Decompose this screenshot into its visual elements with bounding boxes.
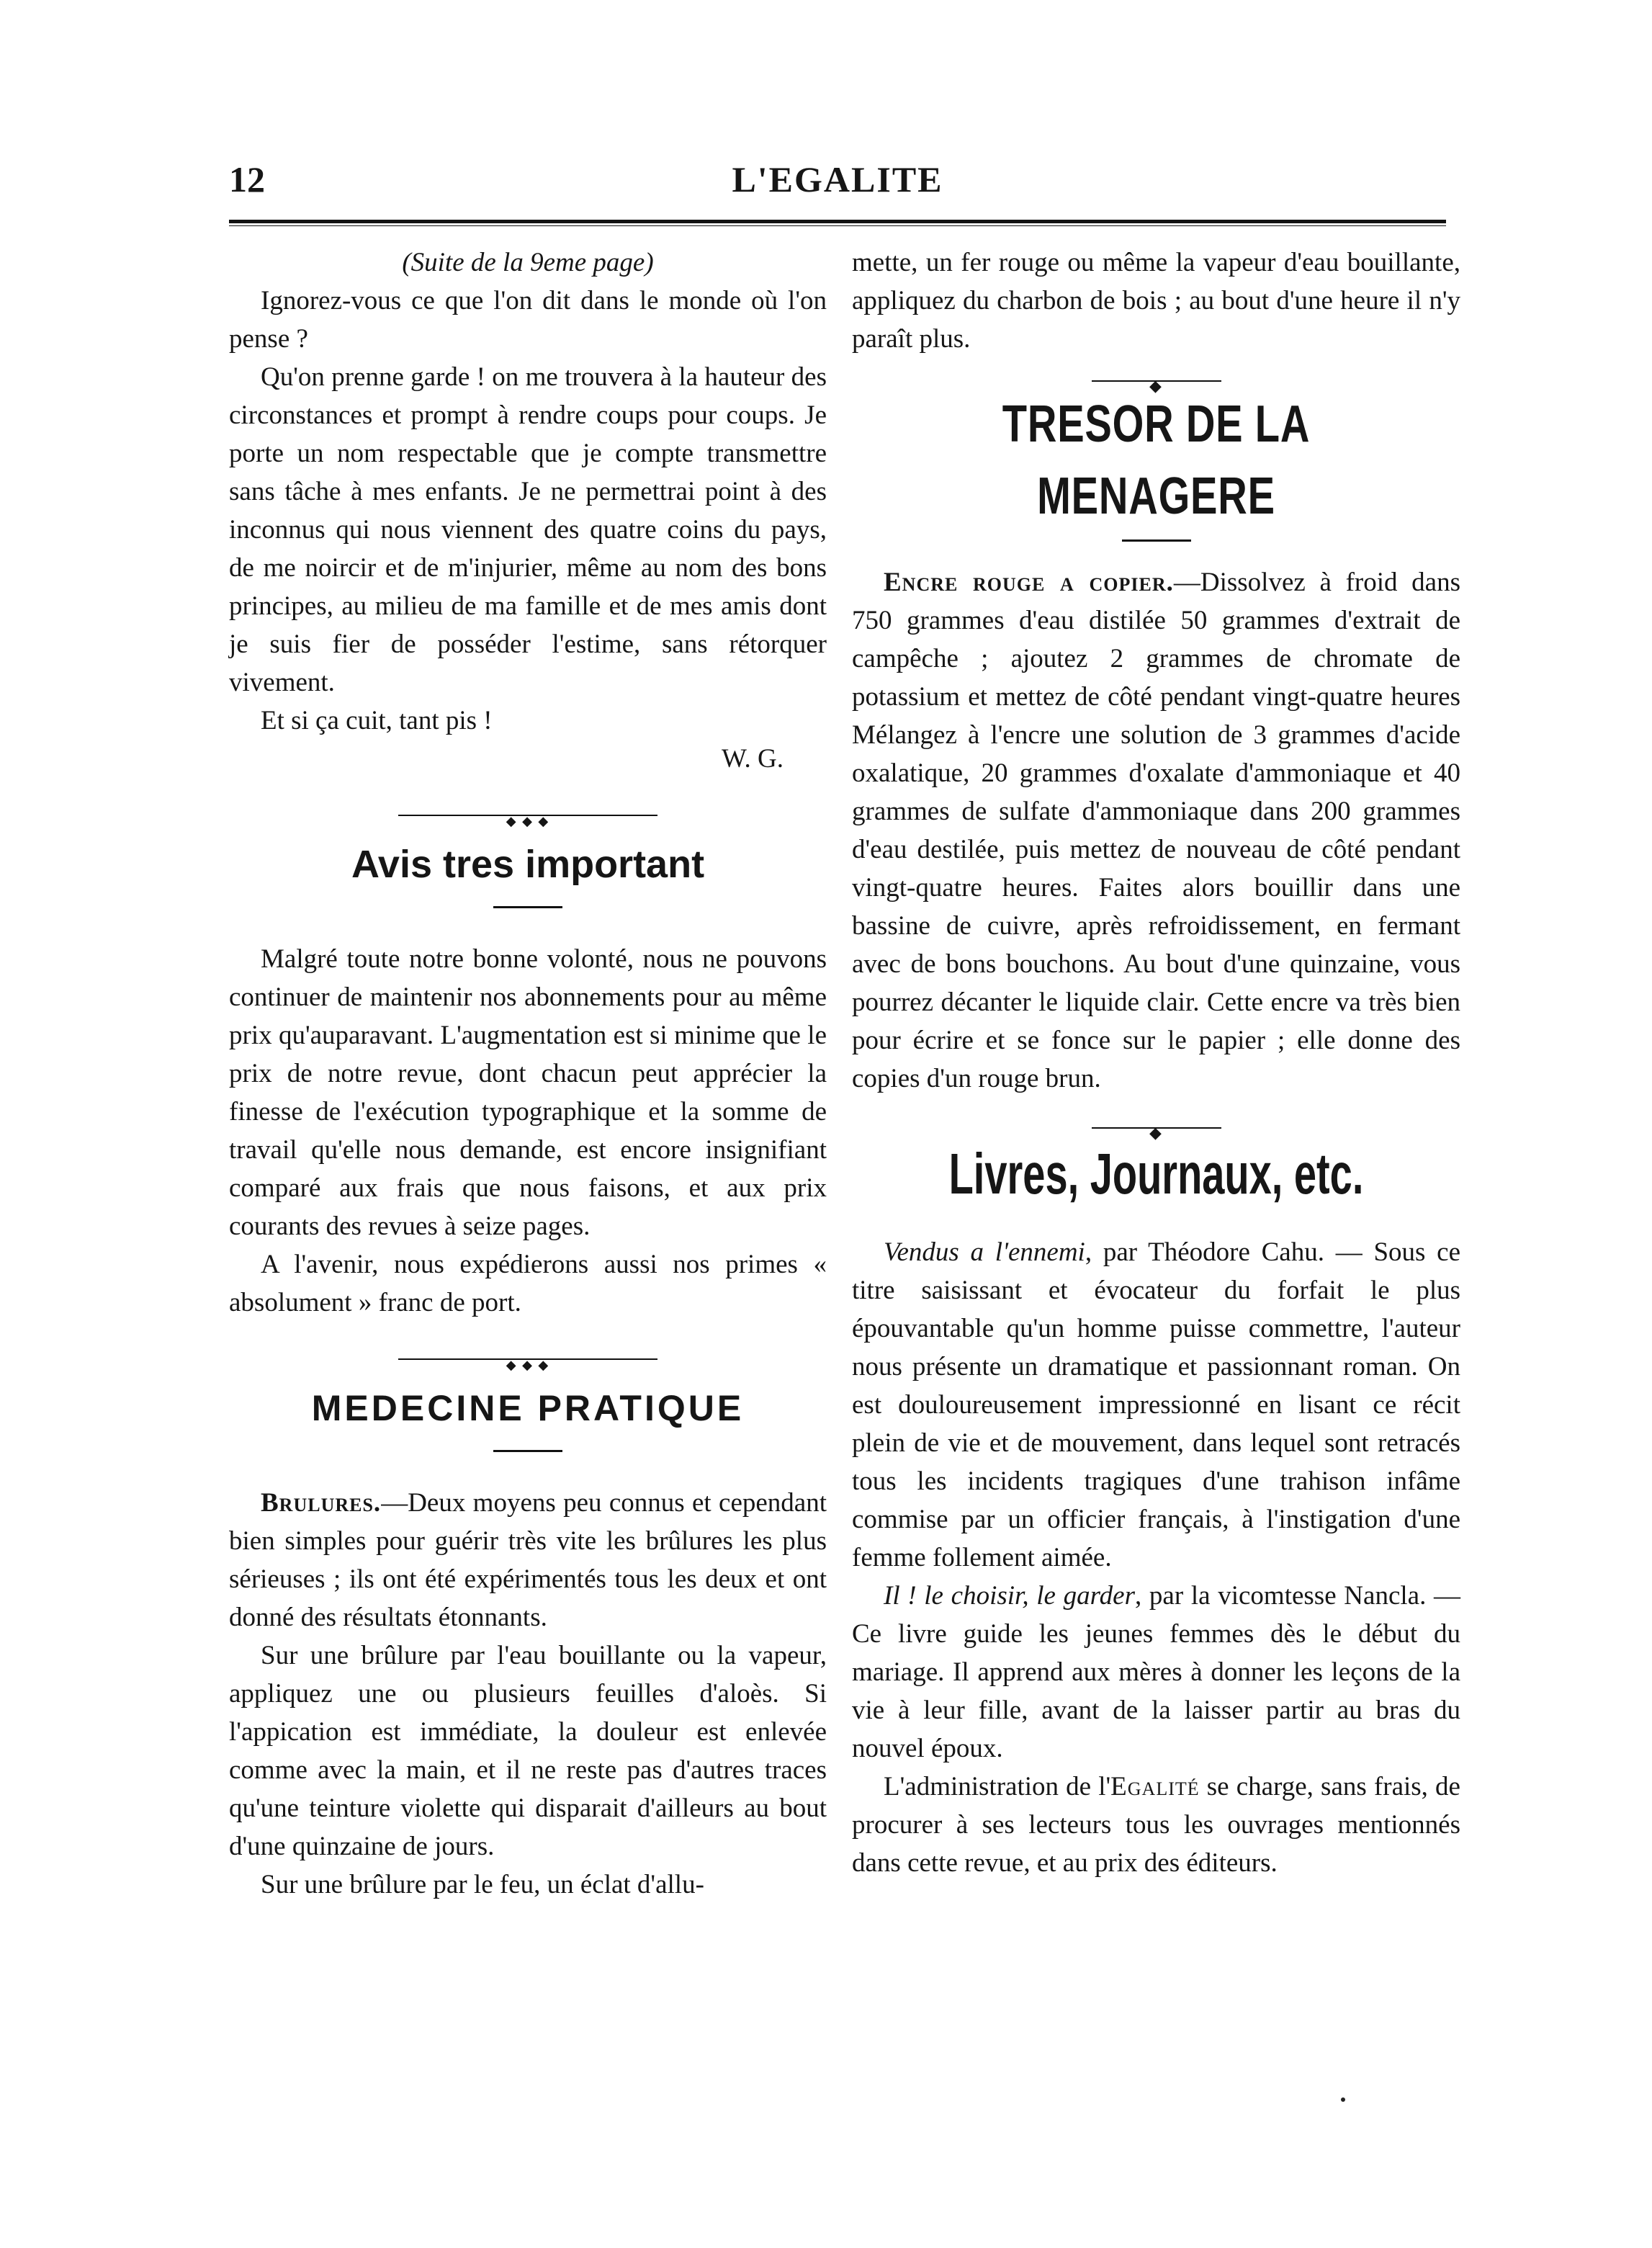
book-title: Il ! le choisir, le garder — [884, 1581, 1135, 1611]
paragraph: mette, un fer rouge ou même la vapeur d'eau bouillante, appliquez du charbon de bois ; au bout d'une heure il n'y paraît plus. — [852, 248, 1460, 354]
section-title-tresor: TRESOR DE LA MENAGERE — [1002, 395, 1311, 525]
signature: W. G. — [722, 744, 784, 774]
paragraph-text: —Deux moyens peu connus et cependant bien simples pour guérir très vite les brûlures les plus sérieuses ; ils ont été expérimentés tous les deux et ont donné des résultats étonnants. — [229, 1488, 827, 1632]
book-title: Vendus a l'ennemi — [884, 1237, 1085, 1267]
paragraph — [852, 563, 1460, 1098]
paragraph: Sur une brûlure par l'eau bouillante ou la vapeur, appliquez une ou plusieurs feuilles d'aloès. Si l'appication est immédiate, la douleur est enlevée comme avec la main, et il ne reste pas d'autres traces qu'une teinture violette qui disparait d'ailleurs au bout d'une quinzaine de jours. — [229, 1641, 827, 1861]
right-column — [852, 243, 1460, 1882]
paragraph-text: se charge, sans frais, de procurer à ses lecteurs tous les ouvrages mentionnés dans cette revue, et au prix des éditeurs. — [852, 1772, 1460, 1878]
paragraph: Ignorez-vous ce que l'on dit dans le monde où l'on pense ? — [229, 286, 827, 354]
title-rule — [493, 1450, 562, 1452]
print-speck — [1341, 2097, 1345, 2102]
lead-term: Encre rouge a copier. — [884, 568, 1174, 597]
journal-name: Egalité — [1110, 1772, 1200, 1801]
paragraph — [852, 1768, 1460, 1882]
section-title-livres: Livres, Journaux, etc. — [948, 1142, 1364, 1206]
section-title-medecine: MEDECINE PRATIQUE — [311, 1388, 745, 1428]
paragraph — [852, 1233, 1460, 1577]
header-rule — [229, 220, 1446, 226]
paragraph-text: L'administration de l' — [884, 1772, 1111, 1801]
paragraph: A l'avenir, nous expédierons aussi nos primes « absolument » franc de port. — [229, 1250, 827, 1317]
paragraph: Malgré toute notre bonne volonté, nous ne pouvons continuer de maintenir nos abonnements pour au même prix qu'auparavant. L'augmentation est si minime que le prix de notre revue, dont chacun peut apprécier la finesse de l'exécution typographique et la somme de travail qu'elle nous demande, est encore insignifiant comparé aux frais que nous faisons, et aux prix courants des revues à seize pages. — [229, 944, 827, 1241]
lead-term: Brulures. — [261, 1488, 382, 1518]
ornament-divider — [1092, 1124, 1221, 1132]
title-rule — [1122, 539, 1191, 542]
paragraph-text: , par Théodore Cahu. — Sous ce titre saisissant et évocateur du forfait le plus épouvantable qu'un homme puisse commettre, l'auteur nous présente un dramatique et passionnant roman. On est douloureusement impressionné en lisant ce récit plein de vie et de mouvement, dans lequel sont retracés tous les incidents tragiques d'une trahison infâme commise par un officier français, à l'instigation d'une femme follement aimée. — [852, 1237, 1460, 1572]
paragraph — [229, 1484, 827, 1636]
section-title-avis: Avis tres important — [351, 843, 705, 886]
ornament-divider — [398, 811, 657, 820]
paragraph: Et si ça cuit, tant pis ! — [261, 706, 493, 735]
page-header — [229, 158, 1446, 202]
title-rule — [493, 906, 562, 908]
page-number: 12 — [229, 159, 265, 200]
ornament-divider — [1092, 377, 1221, 385]
paragraph: Sur une brûlure par le feu, un éclat d'allu- — [261, 1870, 704, 1899]
paragraph — [852, 1577, 1460, 1768]
continued-note: (Suite de la 9eme page) — [402, 248, 654, 277]
paragraph-text: —Dissolvez à froid dans 750 grammes d'eau distilée 50 grammes d'extrait de campêche ; ajoutez 2 grammes de chromate de potassium et mettez de côté pendant vingt-quatre heures Mélangez à l'encre une solution de 3 grammes d'acide oxalatique, 20 grammes d'oxalate d'ammoniaque et 40 grammes de sulfate d'ammoniaque dans 200 grammes d'eau destilée, puis mettez de nouveau de côté pendant vingt-quatre heures. Faites alors bouillir dans une bassine de cuivre, après refroidissement, en fermant avec de bons bouchons. Au bout d'une quinzaine, vous pourrez décanter le liquide clair. Cette encre va très bien pour écrire et se fonce sur le papier ; elle donne des copies d'un rouge brun. — [852, 568, 1460, 1093]
running-title: L'EGALITE — [732, 159, 943, 200]
paragraph: Qu'on prenne garde ! on me trouvera à la hauteur des circonstances et prompt à rendre coups pour coups. Je porte un nom respectable que je compte transmettre sans tâche à mes enfants. Je ne permettrai point à des inconnus qui nous viennent des quatre coins du pays, de me noircir et de m'injurier, même au nom des bons principes, au milieu de ma famille et de mes amis dont je suis fier de posséder l'estime, sans rétorquer vivement. — [229, 362, 827, 697]
left-column — [229, 243, 827, 1904]
ornament-divider — [398, 1355, 657, 1363]
paragraph-text: , par la vicomtesse Nancla. — Ce livre guide les jeunes femmes dès le début du mariage. Il apprend aux mères à donner les leçons de la vie à leur fille, avant de la laisser partir au bras du nouvel époux. — [852, 1581, 1460, 1763]
spacer — [852, 1212, 1460, 1233]
